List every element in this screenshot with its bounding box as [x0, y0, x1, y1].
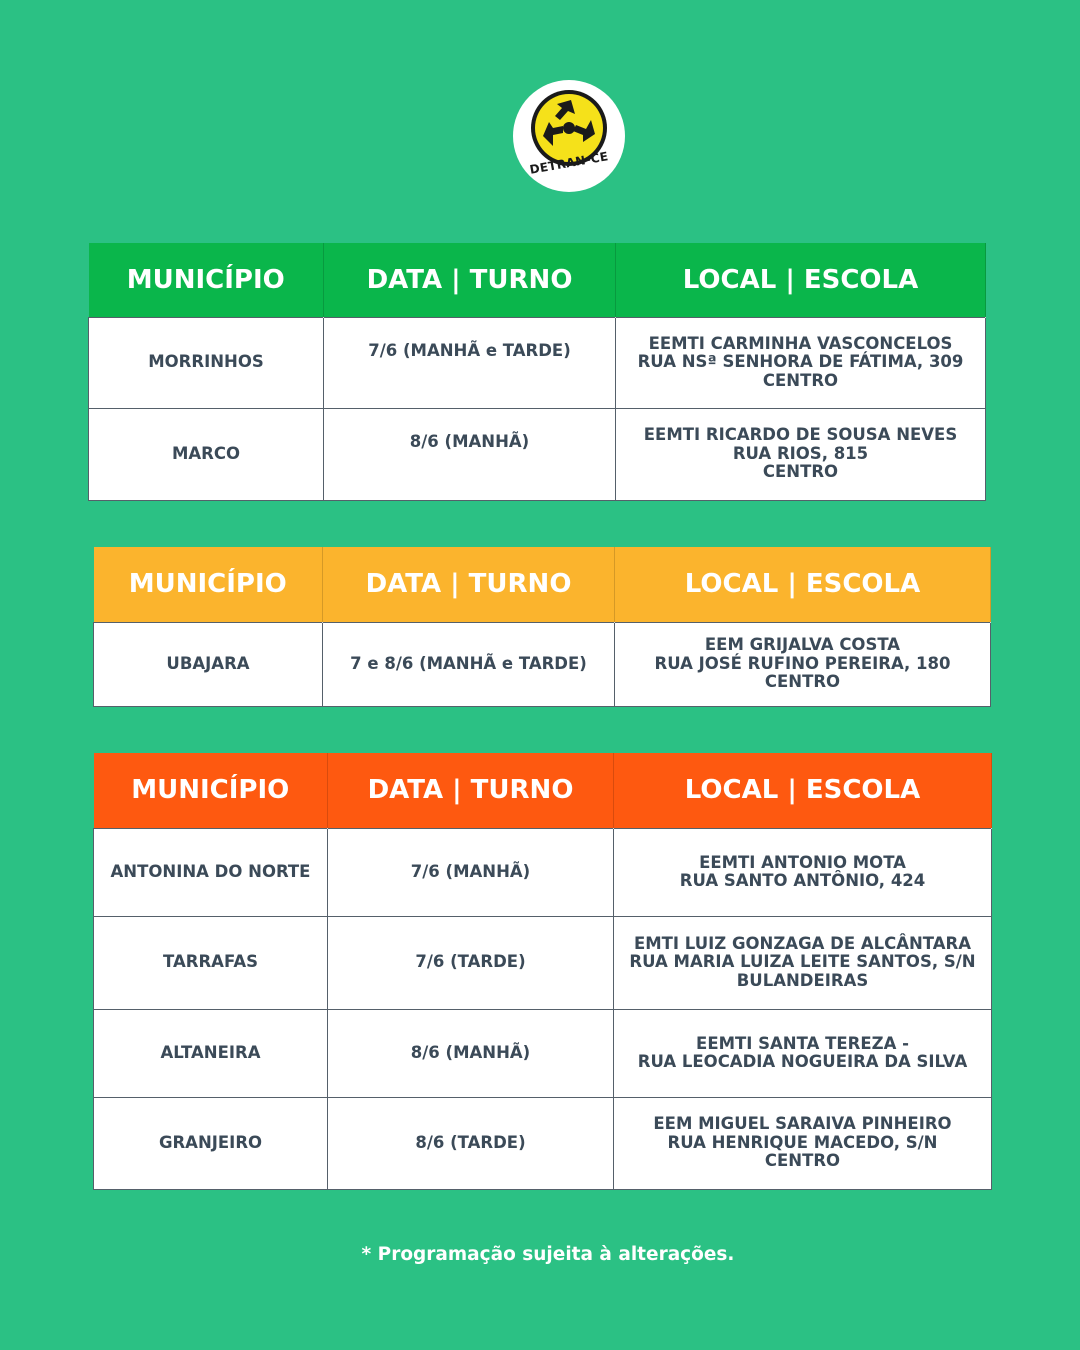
- cell-municipio: UBAJARA: [94, 622, 323, 706]
- schedule-table-2: [93, 547, 991, 707]
- cell-local: EEM MIGUEL SARAIVA PINHEIRO RUA HENRIQUE MACEDO, S/N CENTRO: [614, 1097, 992, 1189]
- table-header: [94, 547, 991, 622]
- cell-data-turno: 7/6 (MANHÃ): [328, 828, 614, 916]
- header-local-escola: LOCAL | ESCOLA: [614, 753, 992, 828]
- header-municipio: MUNICÍPIO: [94, 547, 323, 622]
- cell-data-turno: 8/6 (MANHÃ): [324, 408, 616, 500]
- table-row: [89, 408, 986, 500]
- cell-municipio: GRANJEIRO: [94, 1097, 328, 1189]
- cell-municipio: ANTONINA DO NORTE: [94, 828, 328, 916]
- cell-municipio: ALTANEIRA: [94, 1009, 328, 1097]
- cell-local: EEM GRIJALVA COSTA RUA JOSÉ RUFINO PEREIRA, 180 CENTRO: [615, 622, 991, 706]
- cell-municipio: TARRAFAS: [94, 916, 328, 1009]
- header-municipio: MUNICÍPIO: [89, 243, 324, 317]
- cell-municipio: MORRINHOS: [89, 317, 324, 408]
- cell-municipio: MARCO: [89, 408, 324, 500]
- cell-data-turno: 7/6 (TARDE): [328, 916, 614, 1009]
- cell-local: EMTI LUIZ GONZAGA DE ALCÂNTARA RUA MARIA LUIZA LEITE SANTOS, S/N BULANDEIRAS: [614, 916, 992, 1009]
- table-row: [94, 828, 992, 916]
- header-data-turno: DATA | TURNO: [328, 753, 614, 828]
- logo-text: DETRAN-CE: [528, 149, 610, 177]
- cell-data-turno: 8/6 (TARDE): [328, 1097, 614, 1189]
- header-data-turno: DATA | TURNO: [323, 547, 615, 622]
- header-municipio: MUNICÍPIO: [94, 753, 328, 828]
- table-row: [89, 317, 986, 408]
- cell-local: EEMTI ANTONIO MOTA RUA SANTO ANTÔNIO, 424: [614, 828, 992, 916]
- table-row: [94, 916, 992, 1009]
- schedule-table-3: [93, 753, 992, 1190]
- table-header: [89, 243, 986, 317]
- header-local-escola: LOCAL | ESCOLA: [616, 243, 986, 317]
- header-data-turno: DATA | TURNO: [324, 243, 616, 317]
- detran-ce-logo: [513, 80, 625, 192]
- cell-data-turno: 7 e 8/6 (MANHÃ e TARDE): [323, 622, 615, 706]
- table-header: [94, 753, 992, 828]
- header-local-escola: LOCAL | ESCOLA: [615, 547, 991, 622]
- table-row: [94, 1009, 992, 1097]
- cell-local: EEMTI RICARDO DE SOUSA NEVES RUA RIOS, 815 CENTRO: [616, 408, 986, 500]
- table-row: [94, 622, 991, 706]
- footnote: * Programação sujeita à alterações.: [361, 1244, 735, 1265]
- cell-data-turno: 8/6 (MANHÃ): [328, 1009, 614, 1097]
- cell-local: EEMTI CARMINHA VASCONCELOS RUA NSª SENHORA DE FÁTIMA, 309 CENTRO: [616, 317, 986, 408]
- schedule-table-1: [88, 243, 986, 501]
- cell-data-turno: 7/6 (MANHÃ e TARDE): [324, 317, 616, 408]
- table-row: [94, 1097, 992, 1189]
- cell-local: EEMTI SANTA TEREZA - RUA LEOCADIA NOGUEIRA DA SILVA: [614, 1009, 992, 1097]
